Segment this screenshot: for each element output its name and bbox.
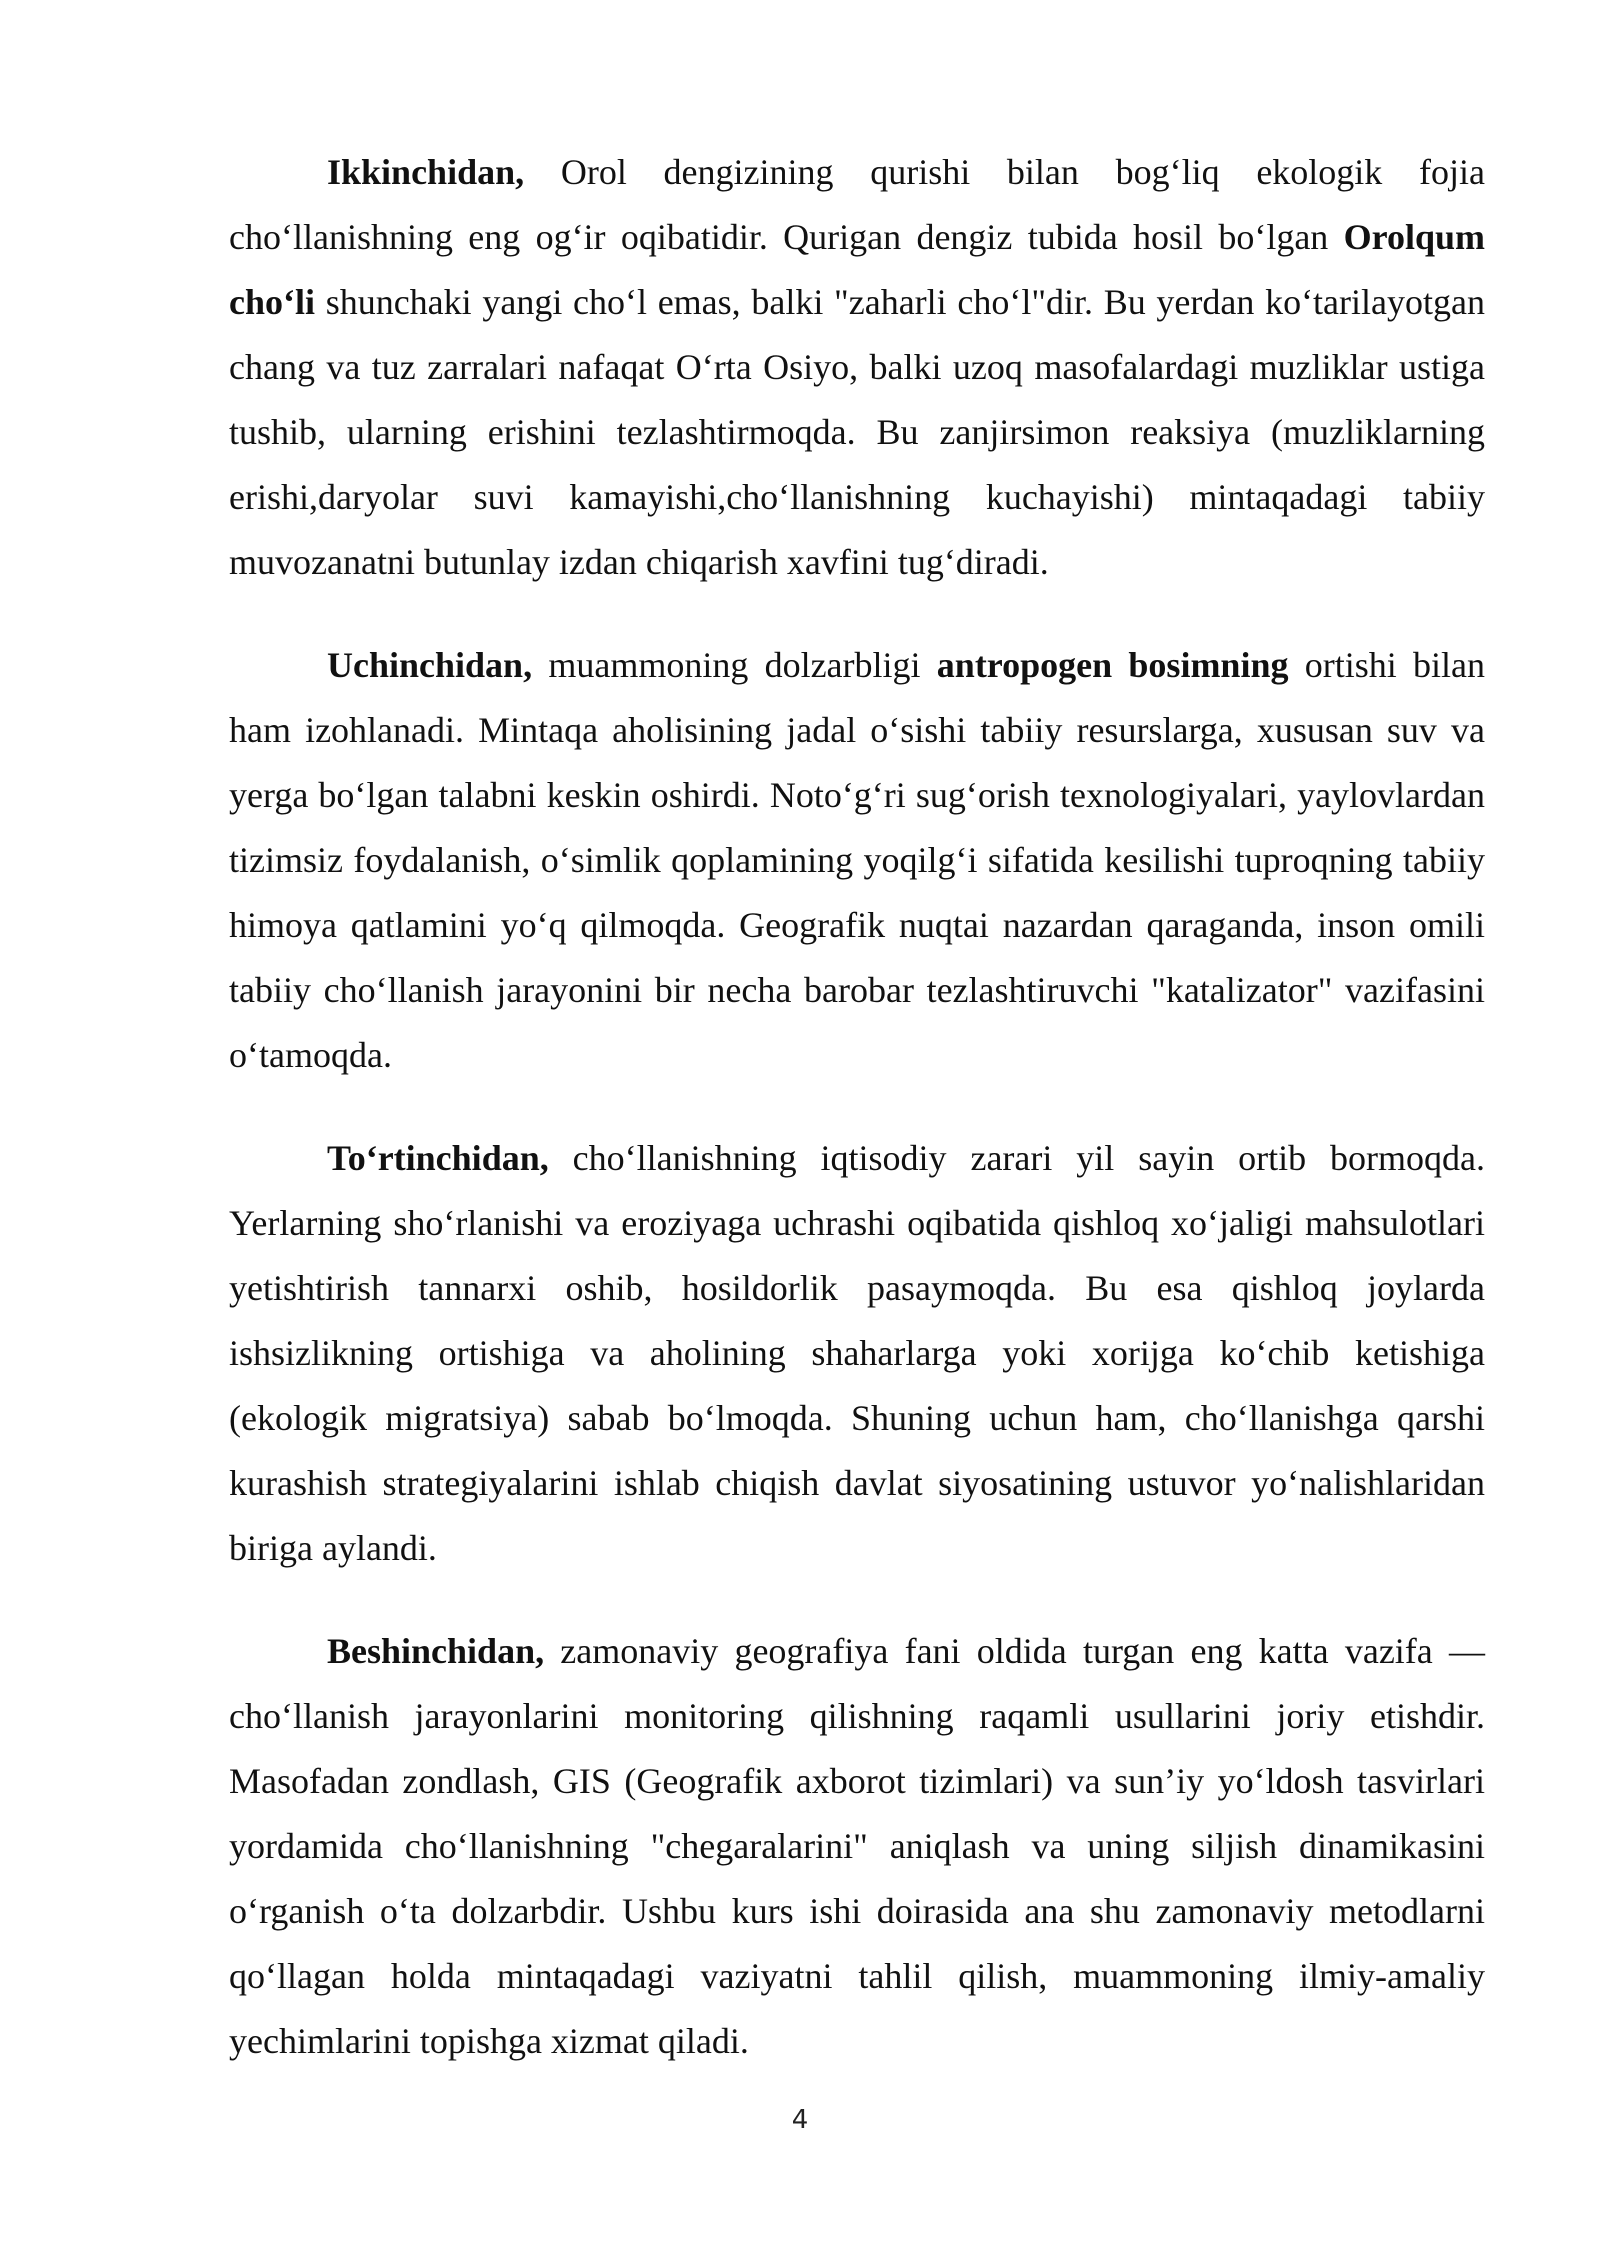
paragraph-text: cho‘llanishning iqtisodiy zarari yil sayin ortib bormoqda. Yerlarning sho‘rlanishi va eroziyaga uchrashi oqibatida qishloq xo‘jaligi mahsulotlari yetishtirish tannarxi oshib, hosildorlik pasaymoqda. Bu esa qishloq joylarda ishsizlikning ortishiga va aholining shaharlarga yoki xorijga ko‘chib ketishiga (ekologik migratsiya) sabab bo‘lmoqda. Shuning uchun ham, cho‘llanishga qarshi kurashish strategiyalarini ishlab chiqish davlat siyosatining ustuvor yo‘nalishlaridan biriga aylandi.	[229, 1138, 1485, 1568]
paragraph-lead: To‘rtinchidan,	[327, 1138, 549, 1178]
paragraph-text: ortishi bilan ham izohlanadi. Mintaqa aholisining jadal o‘sishi tabiiy resurslarga, xususan suv va yerga bo‘lgan talabni keskin oshirdi. Noto‘g‘ri sug‘orish texnologiyalari, yaylovlardan tizimsiz foydalanish, o‘simlik qoplamining yoqilg‘i sifatida kesilishi tuproqning tabiiy himoya qatlamini yo‘q qilmoqda. Geografik nuqtai nazardan qaraganda, inson omili tabiiy cho‘llanish jarayonini bir necha barobar tezlashtiruvchi "katalizator" vazifasini o‘tamoqda.	[229, 645, 1485, 1075]
paragraph-tortinchidan	[229, 1126, 1485, 1581]
page-number: 4	[791, 2105, 809, 2135]
paragraph-lead: Beshinchidan,	[327, 1631, 545, 1671]
paragraph-uchinchidan	[229, 633, 1485, 1088]
page-body	[229, 140, 1485, 2112]
paragraph-text: shunchaki yangi cho‘l emas, balki "zaharli cho‘l"dir. Bu yerdan ko‘tarilayotgan chang va tuz zarralari nafaqat O‘rta Osiyo, balki uzoq masofalardagi muzliklar ustiga tushib, ularning erishini tezlashtirmoqda. Bu zanjirsimon reaksiya (muzliklarning erishi,daryolar suvi kamayishi,cho‘llanishning kuchayishi) mintaqadagi tabiiy muvozanatni butunlay izdan chiqarish xavfini tug‘diradi.	[229, 282, 1485, 582]
paragraph-lead: Ikkinchidan,	[327, 152, 525, 192]
paragraph-lead: Uchinchidan,	[327, 645, 533, 685]
paragraph-text: muammoning dolzarbligi	[532, 645, 937, 685]
bold-term: antropogen bosimning	[936, 645, 1289, 685]
paragraph-beshinchidan	[229, 1619, 1485, 2074]
paragraph-text: zamonaviy geografiya fani oldida turgan eng katta vazifa — cho‘llanish jarayonlarini monitoring qilishning raqamli usullarini joriy etishdir. Masofadan zondlash, GIS (Geografik axborot tizimlari) va sun’iy yo‘ldosh tasvirlari yordamida cho‘llanishning "chegaralarini" aniqlash va uning siljish dinamikasini o‘rganish o‘ta dolzarbdir. Ushbu kurs ishi doirasida ana shu zamonaviy metodlarni qo‘llagan holda mintaqadagi vaziyatni tahlil qilish, muammoning ilmiy-amaliy yechimlarini topishga xizmat qiladi.	[229, 1631, 1485, 2061]
paragraph-text: Orol dengizining qurishi bilan bog‘liq ekologik fojia cho‘llanishning eng og‘ir oqibatidir. Qurigan dengiz tubida hosil bo‘lgan	[229, 152, 1485, 257]
bold-term: Orolqum cho‘li	[229, 217, 1485, 322]
paragraph-ikkinchidan	[229, 140, 1485, 595]
